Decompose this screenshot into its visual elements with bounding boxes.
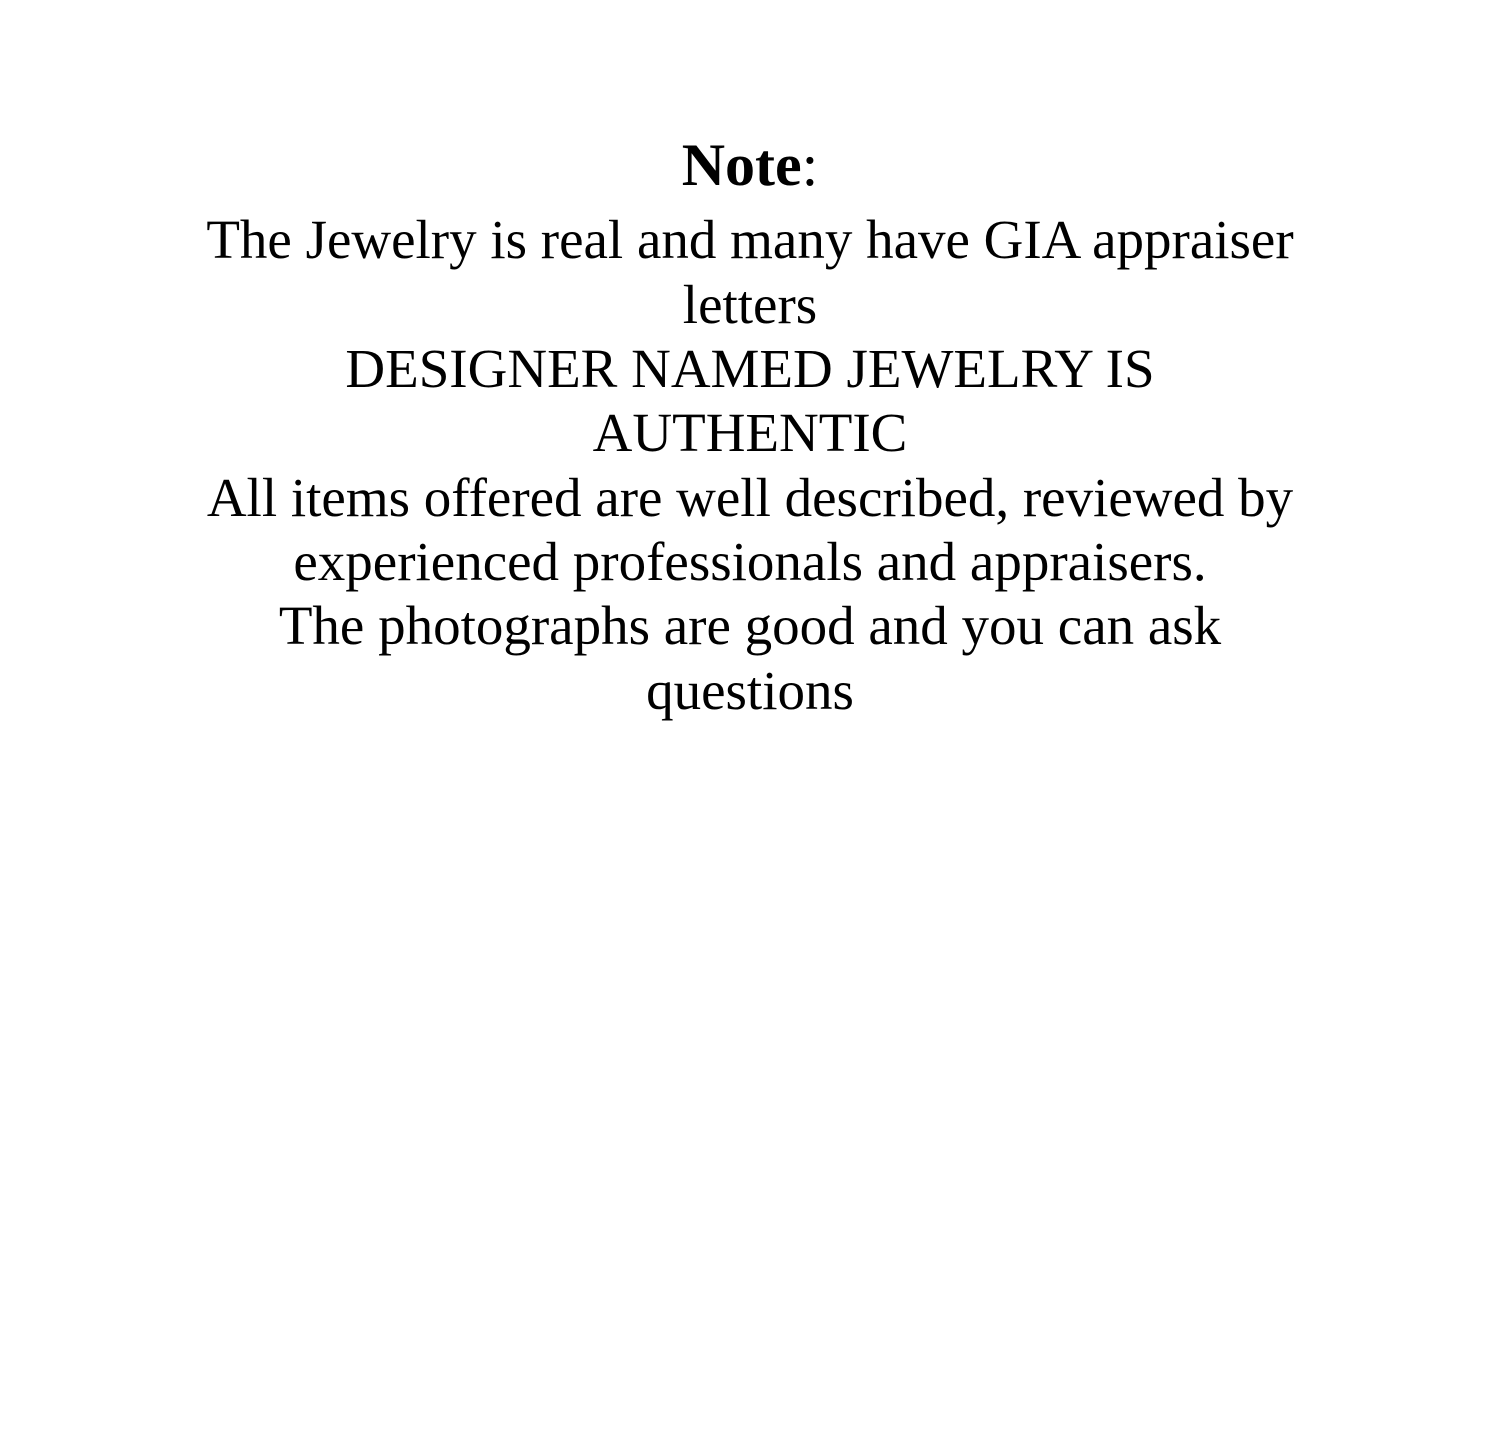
- note-heading: [190, 130, 1310, 200]
- note-heading-colon: :: [801, 132, 819, 198]
- note-block: [190, 130, 1310, 723]
- note-paragraph-1: The Jewelry is real and many have GIA appraiser letters: [206, 209, 1294, 335]
- note-paragraph-2: DESIGNER NAMED JEWELRY IS AUTHENTIC: [345, 337, 1155, 464]
- note-heading-label: Note: [681, 132, 802, 198]
- note-paragraph-3: All items offered are well described, reviewed by experienced professionals and appraisers.: [206, 466, 1294, 592]
- note-paragraph-4: The photographs are good and you can ask questions: [278, 595, 1222, 721]
